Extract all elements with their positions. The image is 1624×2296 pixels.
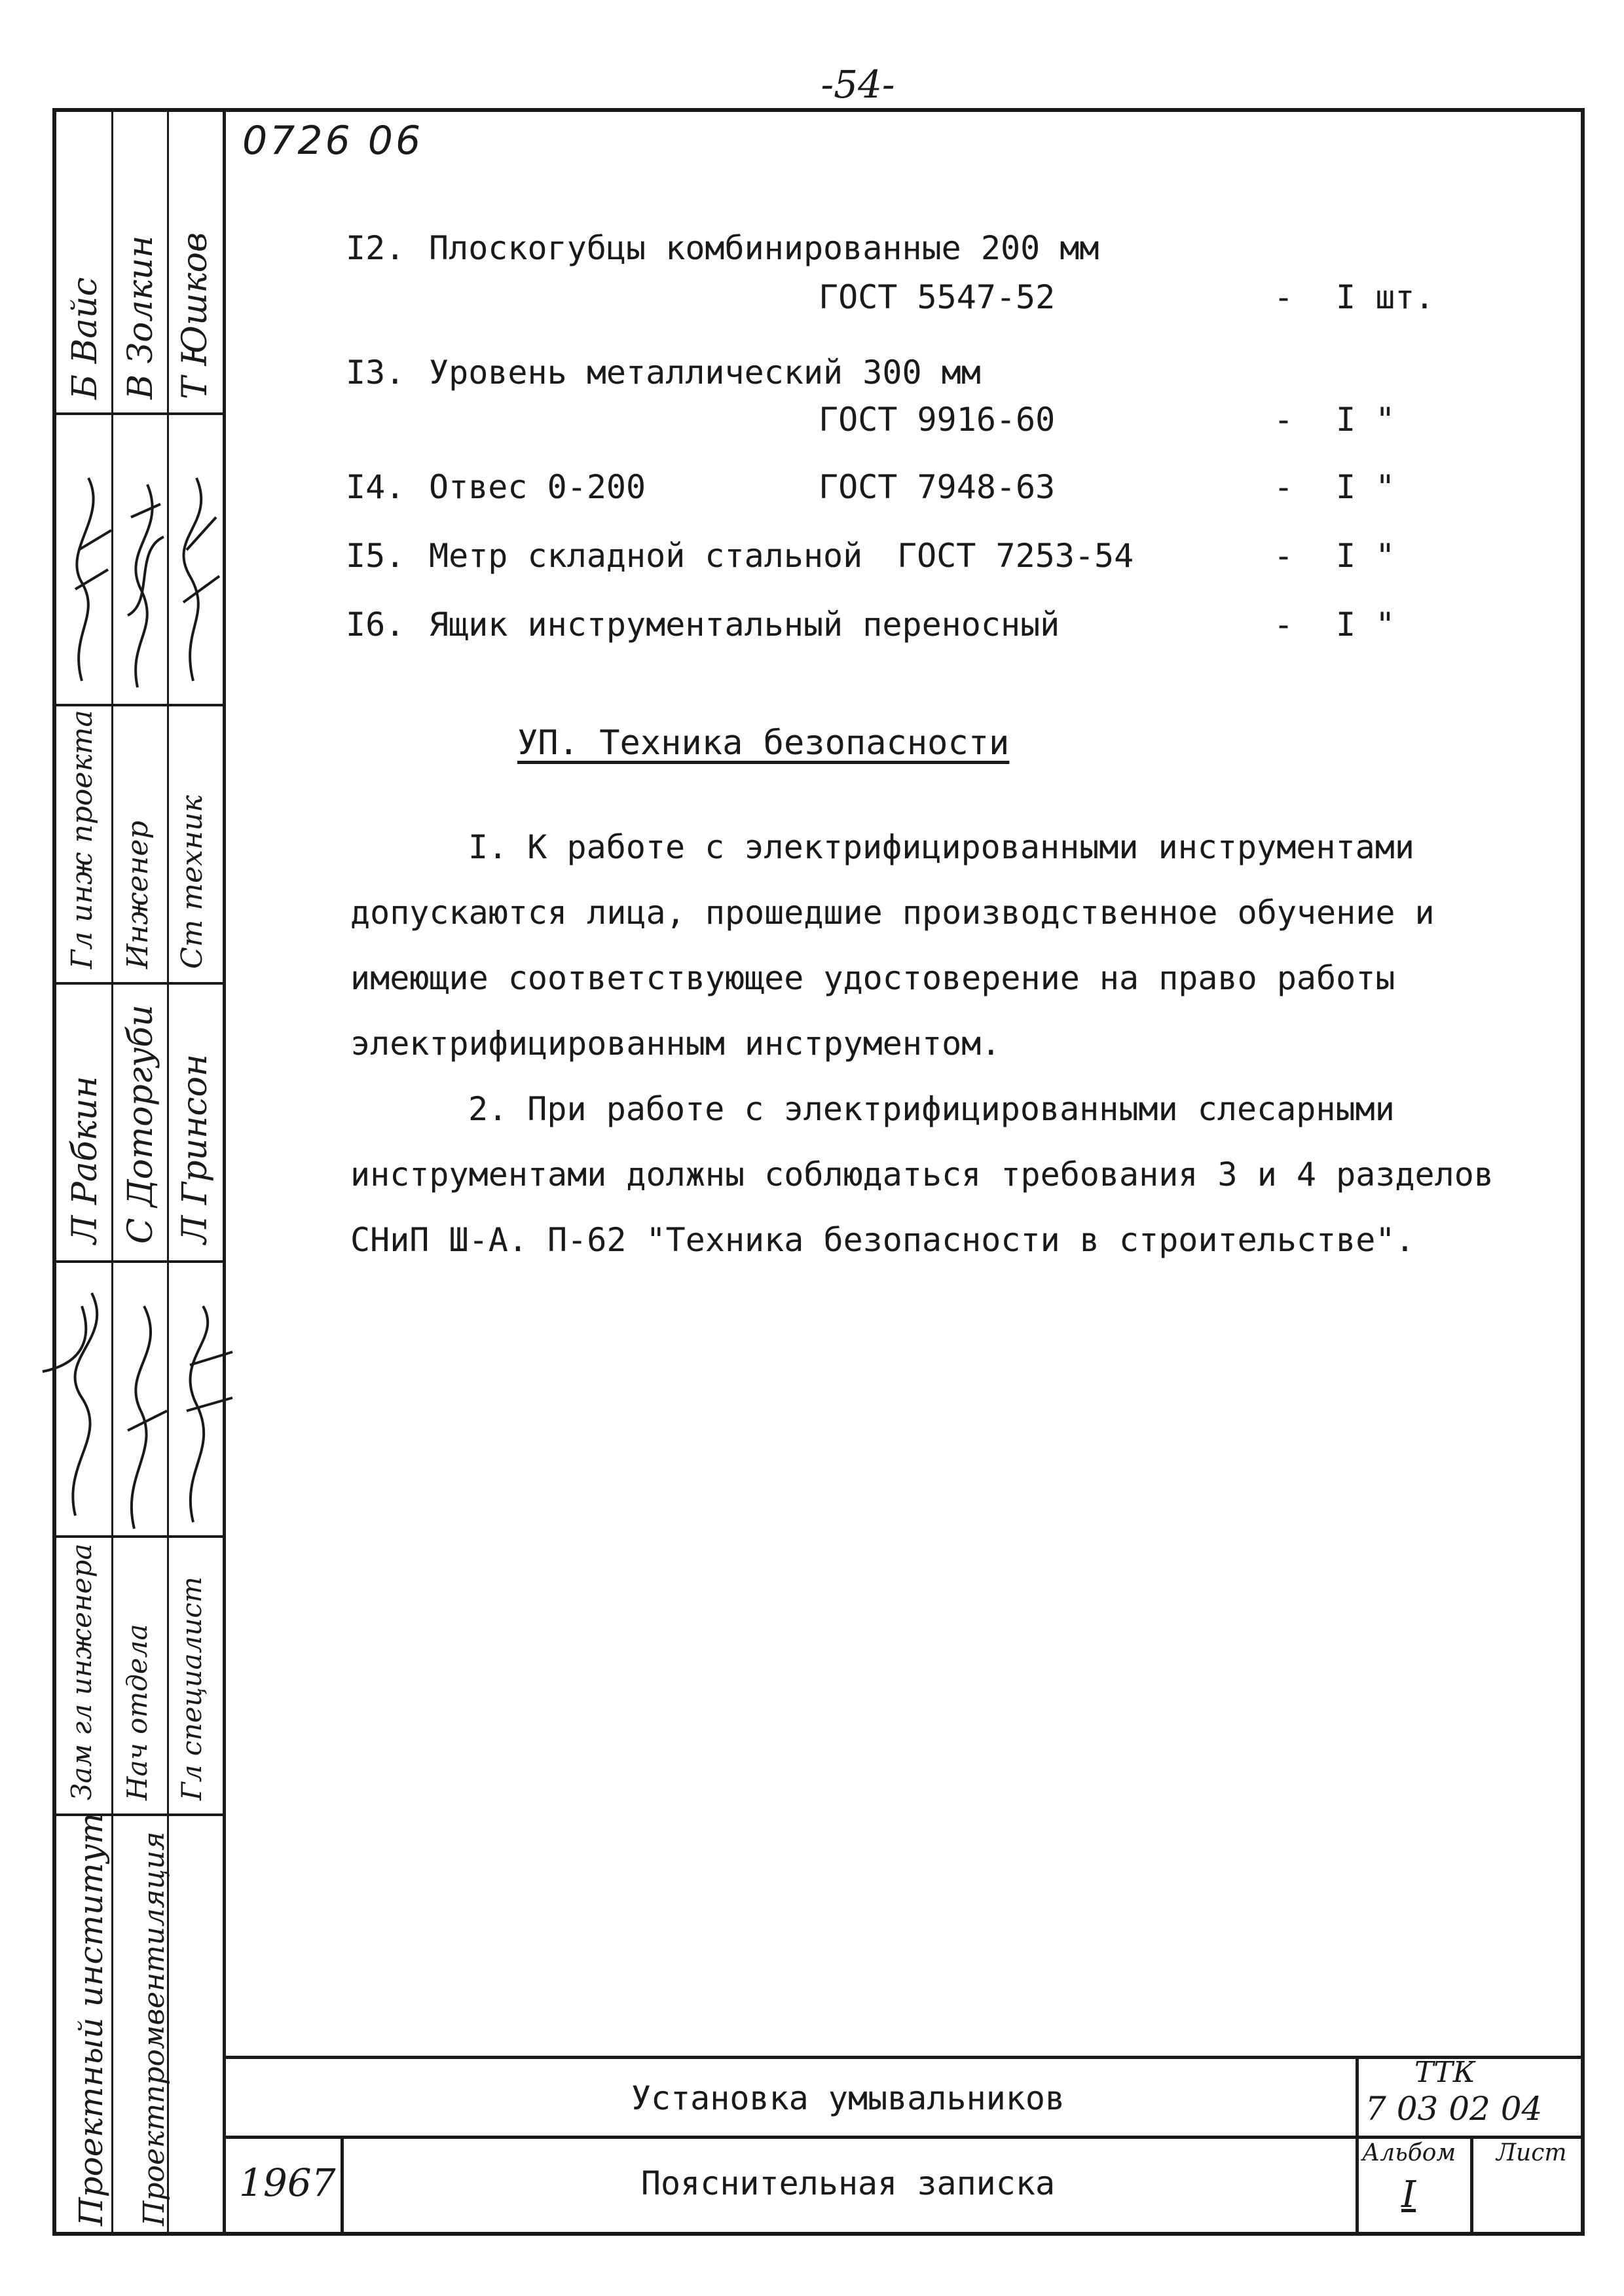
signatory-title: Гл инж проекта xyxy=(65,710,99,969)
tool-item-name: Плоскогубцы комбинированные 200 мм xyxy=(429,229,1099,267)
title-block-border xyxy=(226,2136,1585,2139)
title-block-code: 7 03 02 04 xyxy=(1365,2090,1543,2128)
tool-item-name: Ящик инструментальный переносный xyxy=(429,606,1060,644)
handwritten-signature xyxy=(36,1267,246,1535)
tool-item-qty: I " xyxy=(1336,606,1395,644)
stamp-section-divider xyxy=(52,1260,226,1263)
tool-item-dash: - xyxy=(1274,468,1294,506)
institute-name: Проектпромвентиляция xyxy=(138,1831,171,2226)
page-number: -54- xyxy=(821,62,895,107)
signatory-name: Б Вайс xyxy=(65,277,105,399)
tool-item-number: I3. xyxy=(346,354,405,392)
tool-item-gost: ГОСТ 9916-60 xyxy=(819,401,1056,439)
title-block-divider xyxy=(1470,2136,1473,2236)
paragraph-line: допускаются лица, прошедшие производственное обучение и xyxy=(350,894,1435,932)
signatory-position: Нач отдела xyxy=(121,1624,153,1800)
title-block-border xyxy=(226,2056,1585,2059)
signatory-name: В Золкин xyxy=(121,235,160,399)
tool-item-qty: I шт. xyxy=(1336,278,1435,316)
title-block-sheet-label: Лист xyxy=(1496,2140,1567,2166)
tool-item-name: Метр складной стальной xyxy=(429,537,863,575)
stamp-section-divider xyxy=(52,412,226,415)
institute-name: Проектный институт xyxy=(72,1813,110,2226)
tool-item-dash: - xyxy=(1274,537,1294,575)
tool-item-number: I2. xyxy=(346,229,405,267)
tool-item-name: Уровень металлический 300 мм xyxy=(429,354,981,392)
signatory-name: Л Гринсон xyxy=(175,1053,215,1244)
title-block-title: Установка умывальников xyxy=(631,2079,1065,2117)
title-block-album-value: I xyxy=(1401,2174,1416,2216)
signatory-title: Инженер xyxy=(121,820,155,969)
signatory-title: Ст техник xyxy=(175,795,209,969)
stamp-section-divider xyxy=(52,1535,226,1538)
paragraph-line: 2. При работе с электрифицированными слесарными xyxy=(468,1090,1395,1128)
title-block-album-label: Альбом xyxy=(1362,2140,1456,2166)
document-number: 0726 06 xyxy=(242,118,424,164)
tool-item-dash: - xyxy=(1274,401,1294,439)
tool-item-number: I6. xyxy=(346,606,405,644)
signatory-position: Гл специалист xyxy=(175,1576,208,1800)
tool-item-gost: ГОСТ 5547-52 xyxy=(819,278,1056,316)
title-block-divider xyxy=(1356,2056,1359,2236)
tool-item-name: Отвес 0-200 xyxy=(429,468,646,506)
paragraph-line: электрифицированным инструментом. xyxy=(350,1025,1001,1063)
tool-item-qty: I " xyxy=(1336,537,1395,575)
signatory-position: Зам гл инженера xyxy=(65,1543,98,1800)
section-heading: УП. Техника безопасности xyxy=(517,723,1010,763)
tool-item-gost: ГОСТ 7253-54 xyxy=(897,537,1134,575)
tool-item-qty: I " xyxy=(1336,401,1395,439)
paragraph-line: I. К работе с электрифицированными инструментами xyxy=(468,828,1414,866)
stamp-section-divider xyxy=(52,704,226,706)
signatory-name: Т Юшков xyxy=(175,232,215,399)
tool-item-gost: ГОСТ 7948-63 xyxy=(819,468,1056,506)
tool-item-dash: - xyxy=(1274,278,1294,316)
tool-item-qty: I " xyxy=(1336,468,1395,506)
title-block-code-label: ТТК xyxy=(1414,2056,1475,2089)
tool-item-number: I4. xyxy=(346,468,405,506)
signatory-name: Л Рабкин xyxy=(65,1076,105,1244)
tool-item-number: I5. xyxy=(346,537,405,575)
title-block-year: 1967 xyxy=(239,2160,336,2205)
signatory-name: С Доторгуби xyxy=(121,1004,160,1244)
paragraph-line: инструментами должны соблюдаться требования 3 и 4 разделов xyxy=(350,1156,1494,1194)
paragraph-line: СНиП Ш-А. П-62 "Техника безопасности в строительстве". xyxy=(350,1221,1415,1259)
title-block-subtitle: Пояснительная записка xyxy=(640,2164,1056,2202)
handwritten-signature xyxy=(56,419,226,701)
paragraph-line: имеющие соответствующее удостоверение на право работы xyxy=(350,959,1395,997)
tool-item-dash: - xyxy=(1274,606,1294,644)
stamp-section-divider xyxy=(52,982,226,985)
